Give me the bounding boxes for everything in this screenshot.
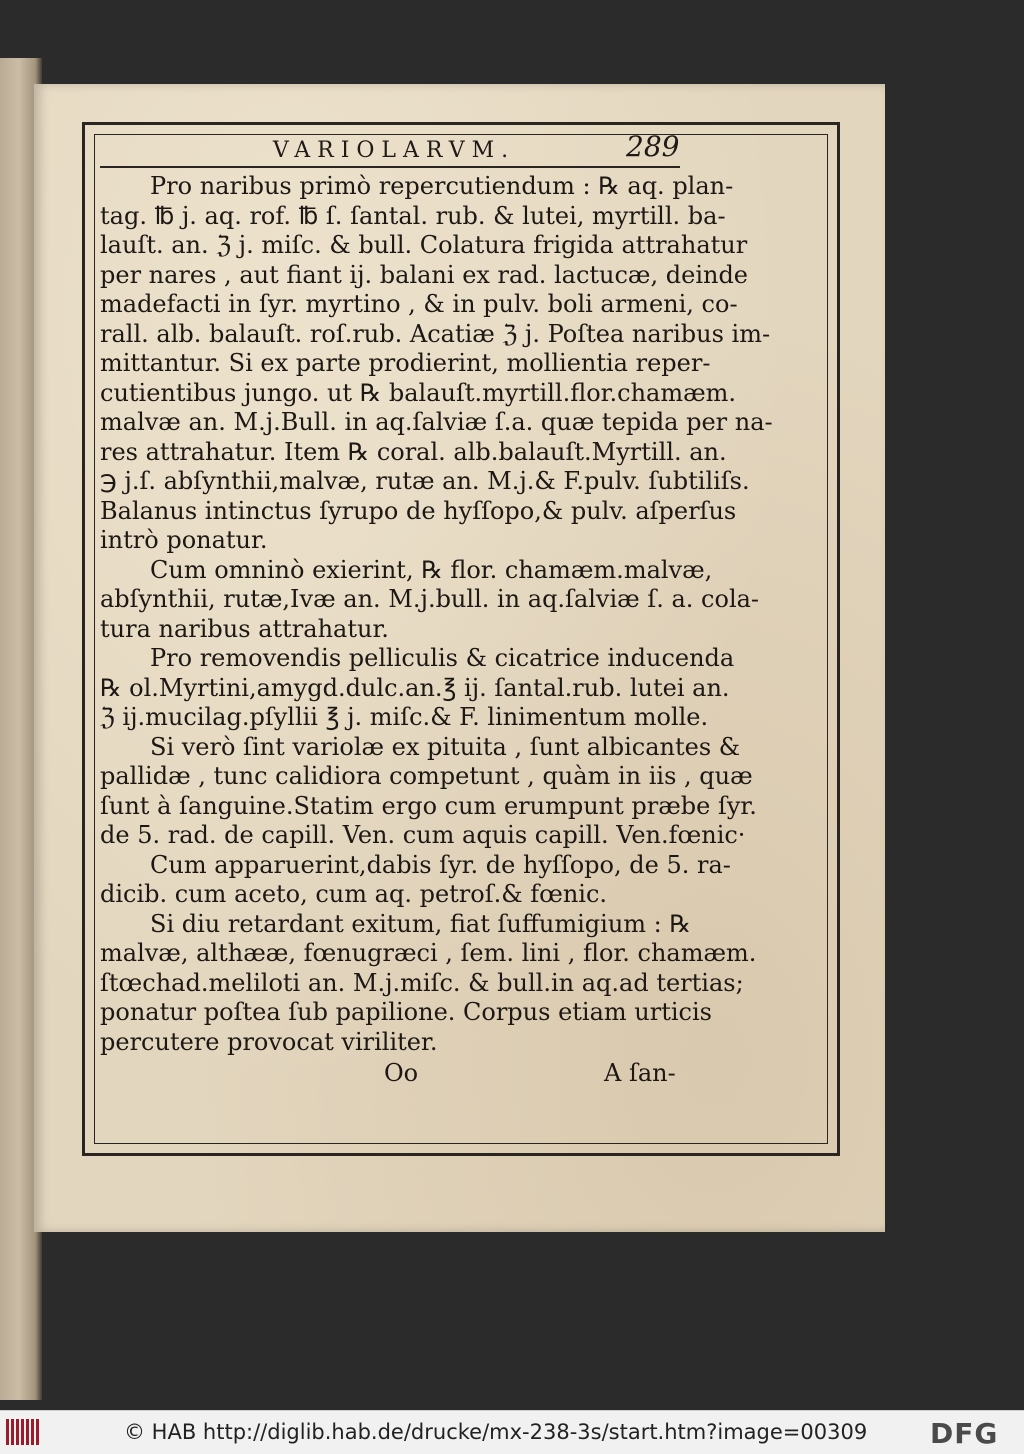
text-line: ℞ ol.Myrtini,amygd.dulc.an.℥ ij. ſantal.rub. lutei an. xyxy=(100,673,730,702)
text-line: ſunt à ſanguine.Statim ergo cum erumpunt præbe ſyr. xyxy=(100,791,757,820)
text-line: tag. ℔ j. aq. rof. ℔ ſ. ſantal. rub. & lutei, myrtill. ba- xyxy=(100,201,726,230)
hab-logo-icon xyxy=(6,1419,42,1445)
text-line: ℈ j.ſ. abſynthii,malvæ, rutæ an. M.j.& F.pulv. ſubtiliſs. xyxy=(100,467,750,495)
running-head: VARIOLARVM. xyxy=(272,138,516,163)
text-line: pallidæ , tunc calidiora competunt , quàm in iis , quæ xyxy=(100,762,753,790)
text-line: mittantur. Si ex parte prodierint, mollientia reper- xyxy=(100,349,711,377)
text-line: Si diu retardant exitum, fiat ſuffumigium : ℞ xyxy=(150,909,691,938)
text-line: Cum apparuerint,dabis ſyr. de hyſſopo, de 5. ra- xyxy=(150,850,731,879)
text-line: cutientibus jungo. ut ℞ balauſt.myrtill.flor.chamæm. xyxy=(100,378,737,407)
text-line: intrò ponatur. xyxy=(100,526,268,554)
text-line: rall. alb. balauſt. roſ.rub. Acatiæ ℨ j. Poſtea naribus im- xyxy=(100,319,771,348)
text-line: Pro naribus primò repercutiendum : ℞ aq. plan- xyxy=(150,172,734,200)
text-line: ℨ ij.mucilag.pſyllii ℥ j. miſc.& F. linimentum molle. xyxy=(100,703,709,731)
body-text xyxy=(100,172,773,1057)
header-rule xyxy=(100,166,680,168)
text-line: percutere provocat viriliter. xyxy=(100,1027,438,1056)
text-line: de 5. rad. de capill. Ven. cum aquis capill. Ven.fœnic· xyxy=(100,821,746,849)
signature-mark: Oo xyxy=(384,1059,419,1087)
text-line: res attrahatur. Item ℞ coral. alb.balauſt.Myrtill. an. xyxy=(100,437,727,466)
book-page xyxy=(34,84,885,1232)
text-line: malvæ an. M.j.Bull. in aq.ſalviæ ſ.a. quæ tepida per na- xyxy=(100,408,773,436)
text-line: Balanus intinctus ſyrupo de hyſſopo,& pulv. aſperſus xyxy=(100,496,737,525)
text-line: Pro removendis pelliculis & cicatrice inducenda xyxy=(150,644,735,672)
footer-bar xyxy=(0,1410,1024,1454)
text-line: abſynthii, rutæ,Ivæ an. M.j.bull. in aq.ſalviæ ſ. a. cola- xyxy=(100,585,760,613)
text-line: dicib. cum aceto, cum aq. petroſ.& fœnic. xyxy=(100,880,608,908)
text-line: lauſt. an. ℨ j. miſc. & bull. Colatura frigida attrahatur xyxy=(100,231,748,259)
catchword: A ſan- xyxy=(604,1059,676,1087)
text-line: Si verò ſint variolæ ex pituita , ſunt albicantes & xyxy=(150,732,741,761)
page-number: 289 xyxy=(626,130,680,163)
text-line: ponatur poſtea ſub papilione. Corpus etiam urticis xyxy=(100,998,712,1026)
text-line: madefacti in ſyr. myrtino , & in pulv. boli armeni, co- xyxy=(100,290,738,318)
text-line: Cum omninò exierint, ℞ flor. chamæm.malvæ, xyxy=(150,555,713,584)
text-line: ſtœchad.meliloti an. M.j.miſc. & bull.in aq.ad tertias; xyxy=(100,968,744,997)
text-line: per nares , aut fiant ij. balani ex rad. lactucæ, deinde xyxy=(100,260,749,289)
text-line: tura naribus attrahatur. xyxy=(100,614,389,643)
text-line: malvæ, althææ, fœnugræci , ſem. lini , flor. chamæm. xyxy=(100,939,757,967)
dfg-logo: DFG xyxy=(930,1417,999,1450)
footer-copyright-link[interactable]: © HAB http://diglib.hab.de/drucke/mx-238-3s/start.htm?image=00309 xyxy=(124,1420,868,1444)
